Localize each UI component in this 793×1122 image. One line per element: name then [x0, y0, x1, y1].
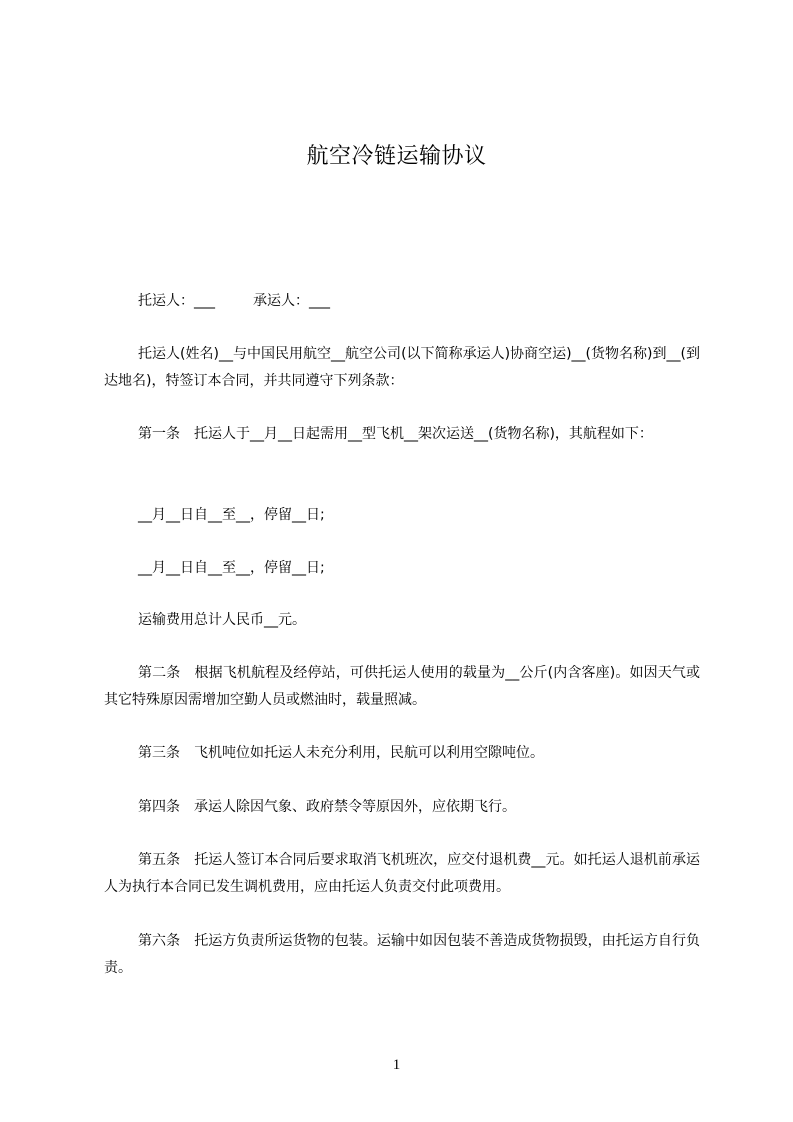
transport-cost-line: 运输费用总计人民币__元。 [138, 612, 306, 628]
route-line-2: __月__日自__至__，停留__日; [138, 560, 325, 576]
intro-paragraph: 托运人(姓名)__与中国民用航空__航空公司(以下简称承运人)协商空运)__(货物名称)到__(到达地名)，特签订本合同，并共同遵守下列条款： [104, 346, 700, 389]
route-line-1: __月__日自__至__，停留__日; [138, 507, 325, 523]
article-2-paragraph: 第二条 根据飞机航程及经停站，可供托运人使用的载量为__公斤(内含客座)。如因天气或其它特殊原因需增加空勤人员或燃油时，载量照减。 [104, 665, 700, 708]
article-1-paragraph: 第一条 托运人于__月__日起需用__型飞机__架次运送__(货物名称)，其航程如下： [138, 426, 653, 442]
article-4-paragraph: 第四条 承运人除因气象、政府禁令等原因外，应依期飞行。 [138, 799, 516, 815]
carrier-signature-field: 承运人：___ [253, 293, 330, 309]
article-3-paragraph: 第三条 飞机吨位如托运人未充分利用，民航可以利用空隙吨位。 [138, 745, 544, 761]
article-6-paragraph: 第六条 托运方负责所运货物的包装。运输中如因包装不善造成货物损毁，由托运方自行负责。 [104, 933, 700, 976]
shipper-signature-field: 托运人：___ [138, 293, 215, 309]
page-number: 1 [392, 1057, 401, 1073]
document-title: 航空冷链运输协议 [306, 144, 487, 169]
signer-line [138, 288, 330, 315]
article-5-paragraph: 第五条 托运人签订本合同后要求取消飞机班次，应交付退机费__元。如托运人退机前承运人为执行本合同已发生调机费用，应由托运人负责交付此项费用。 [104, 852, 700, 895]
